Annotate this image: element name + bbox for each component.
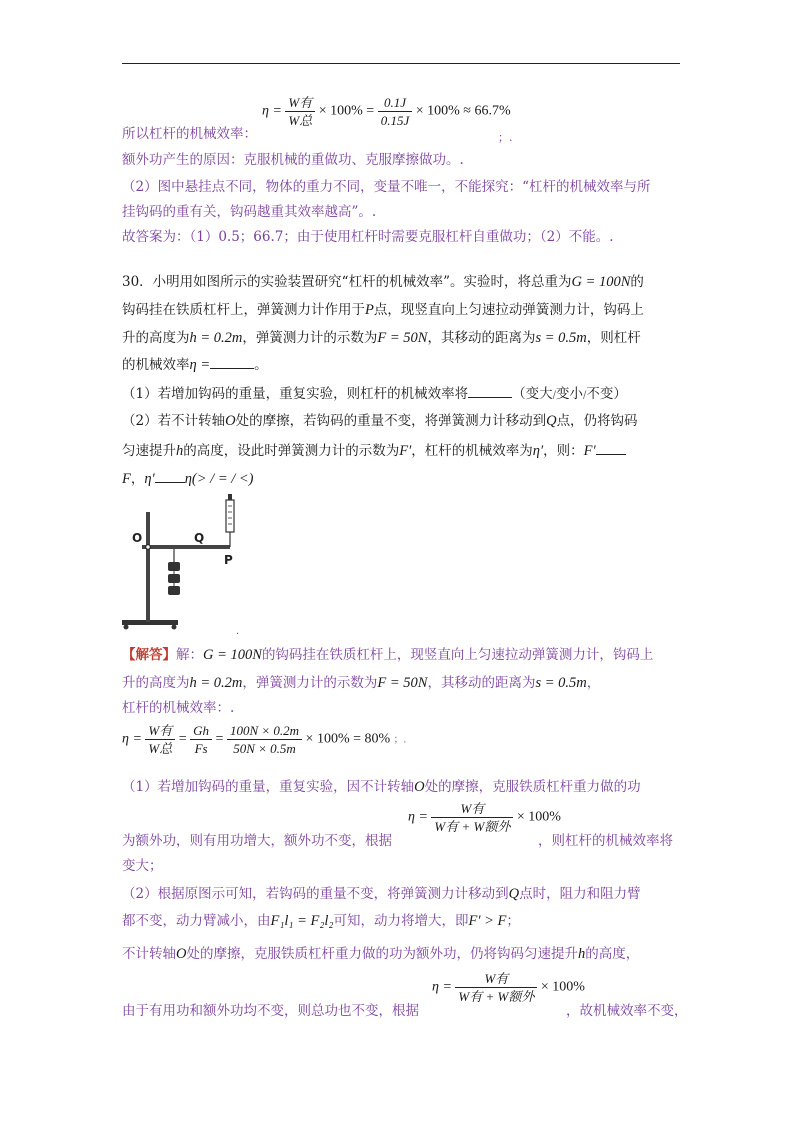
answer-line-1: 【解答】解：G = 100N的钩码挂在铁质杠杆上，现竖直向上匀速拉动弹簧测力计，钩码上 — [122, 647, 654, 663]
pivot-o — [146, 545, 150, 549]
weight-3 — [168, 586, 180, 595]
question-line-2: 钩码挂在铁质杠杆上，弹簧测力计作用于P点，现竖直向上匀速拉动弹簧测力计，钩码上 — [122, 302, 644, 318]
top-line-4: 挂钩码的重有关，钩码越重其效率越高”。. — [122, 204, 377, 220]
answer-part-2-line-4: 由于有用功和额外功均不变，则总功也不变，根据 — [122, 1003, 419, 1019]
stand-foot-right — [172, 625, 177, 630]
question-line-1: 30．小明用如图所示的实验装置研究“杠杆的机械效率”。实验时，将总重为G = 100N的 — [122, 274, 644, 290]
scale-top-ring — [228, 494, 232, 500]
top-line-2: 额外功产生的原因：克服机械的重做功、克服摩擦做功。. — [122, 152, 464, 168]
label-p: P — [224, 553, 233, 567]
top-rule — [122, 63, 680, 64]
top-eta-formula: η = $\frac{\text{W有}}{\text{W总}}$ × 100% = $\frac{0.1J}{0.15J}$ × 100% ≈ 66.7% — [262, 95, 511, 128]
lever-apparatus-figure — [118, 490, 258, 640]
top-line-3: （2）图中悬挂点不同，物体的重力不同，变量不唯一，不能探究：“杠杆的机械效率与所 — [122, 179, 651, 195]
stand-foot-left — [124, 625, 129, 630]
question-part-2-line-3: F，η′ η(> / = / <) — [122, 468, 254, 489]
answer-line-2: 升的高度为h = 0.2m，弹簧测力计的示数为F = 50N，其移动的距离为s = 0.5m， — [122, 675, 601, 691]
weight-1 — [168, 562, 180, 571]
lever-bar — [142, 545, 230, 549]
answer-part-2-line-3: 不计转轴O处的摩擦，克服铁质杠杆重力做的功为额外功，仍将钩码匀速提升h的高度， — [122, 946, 640, 962]
answer-blank-efficiency — [155, 468, 185, 483]
answer-part-1-line-2-tail: ，则杠杆的机械效率将 — [538, 833, 673, 849]
spring-scale — [226, 500, 234, 532]
top-line-1-tail: ；. — [498, 131, 513, 144]
answer-part-1-line-3: 变大； — [122, 858, 163, 874]
efficiency-general-formula-1: η = $\frac{\text{W有}}{\text{W有 + W额外}}$ × 100% — [408, 801, 561, 834]
answer-eta-formula: η = $\frac{\text{W有}}{\text{W总}}$ = $\frac{Gh}{Fs}$ = $\frac{100N \times 0.2m}{50N \times 0.5m}$ × 100% = 80% ；. — [122, 723, 407, 756]
answer-line-3: 杠杆的机械效率：. — [122, 700, 235, 716]
answer-blank-trend — [468, 383, 512, 398]
question-line-4: 的机械效率η = 。 — [122, 354, 268, 375]
question-part-2-line-2: 匀速提升h的高度，设此时弹簧测力计的示数为F′，杠杆的机械效率为η′，则：F′ — [122, 440, 626, 461]
question-part-2-line-1: （2）若不计转轴O处的摩擦，若钩码的重量不变，将弹簧测力计移动到Q点，仍将钩码 — [122, 413, 638, 429]
label-q: Q — [194, 531, 205, 545]
answer-blank-force — [596, 440, 626, 455]
answer-part-1-line-2: 为额外功，则有用功增大，额外功不变，根据 — [122, 833, 392, 849]
top-answer-summary: 故答案为：（1）0.5；66.7；由于使用杠杆时需要克服杠杆自重做功；（2）不能。. — [122, 229, 614, 245]
answer-blank-eta — [210, 354, 254, 369]
label-o: O — [132, 531, 143, 545]
answer-part-1-line-1: （1）若增加钩码的重量，重复实验，因不计转轴O处的摩擦，克服铁质杠杆重力做的功 — [122, 779, 641, 795]
question-line-3: 升的高度为h = 0.2m，弹簧测力计的示数为F = 50N，其移动的距离为s = 0.5m，则杠杆 — [122, 330, 641, 346]
efficiency-general-formula-2: η = $\frac{\text{W有}}{\text{W有 + W额外}}$ × 100% — [432, 971, 585, 1004]
answer-part-2-line-2: 都不变，动力臂减小，由F₁l₁ = F₂l₂可知，动力将增大，即F′ > F； — [122, 913, 520, 929]
answer-part-2-line-1: （2）根据原图示可知，若钩码的重量不变，将弹簧测力计移动到Q点时，阻力和阻力臂 — [122, 886, 641, 902]
answer-part-2-line-4-tail: ，故机械效率不变， — [566, 1003, 688, 1019]
stray-dot: . — [236, 626, 240, 637]
stand-pole — [146, 512, 150, 622]
question-part-1: （1）若增加钩码的重量，重复实验，则杠杆的机械效率将 （变大/变小/不变） — [122, 383, 627, 406]
top-line-1: 所以杠杆的机械效率： — [122, 126, 257, 142]
